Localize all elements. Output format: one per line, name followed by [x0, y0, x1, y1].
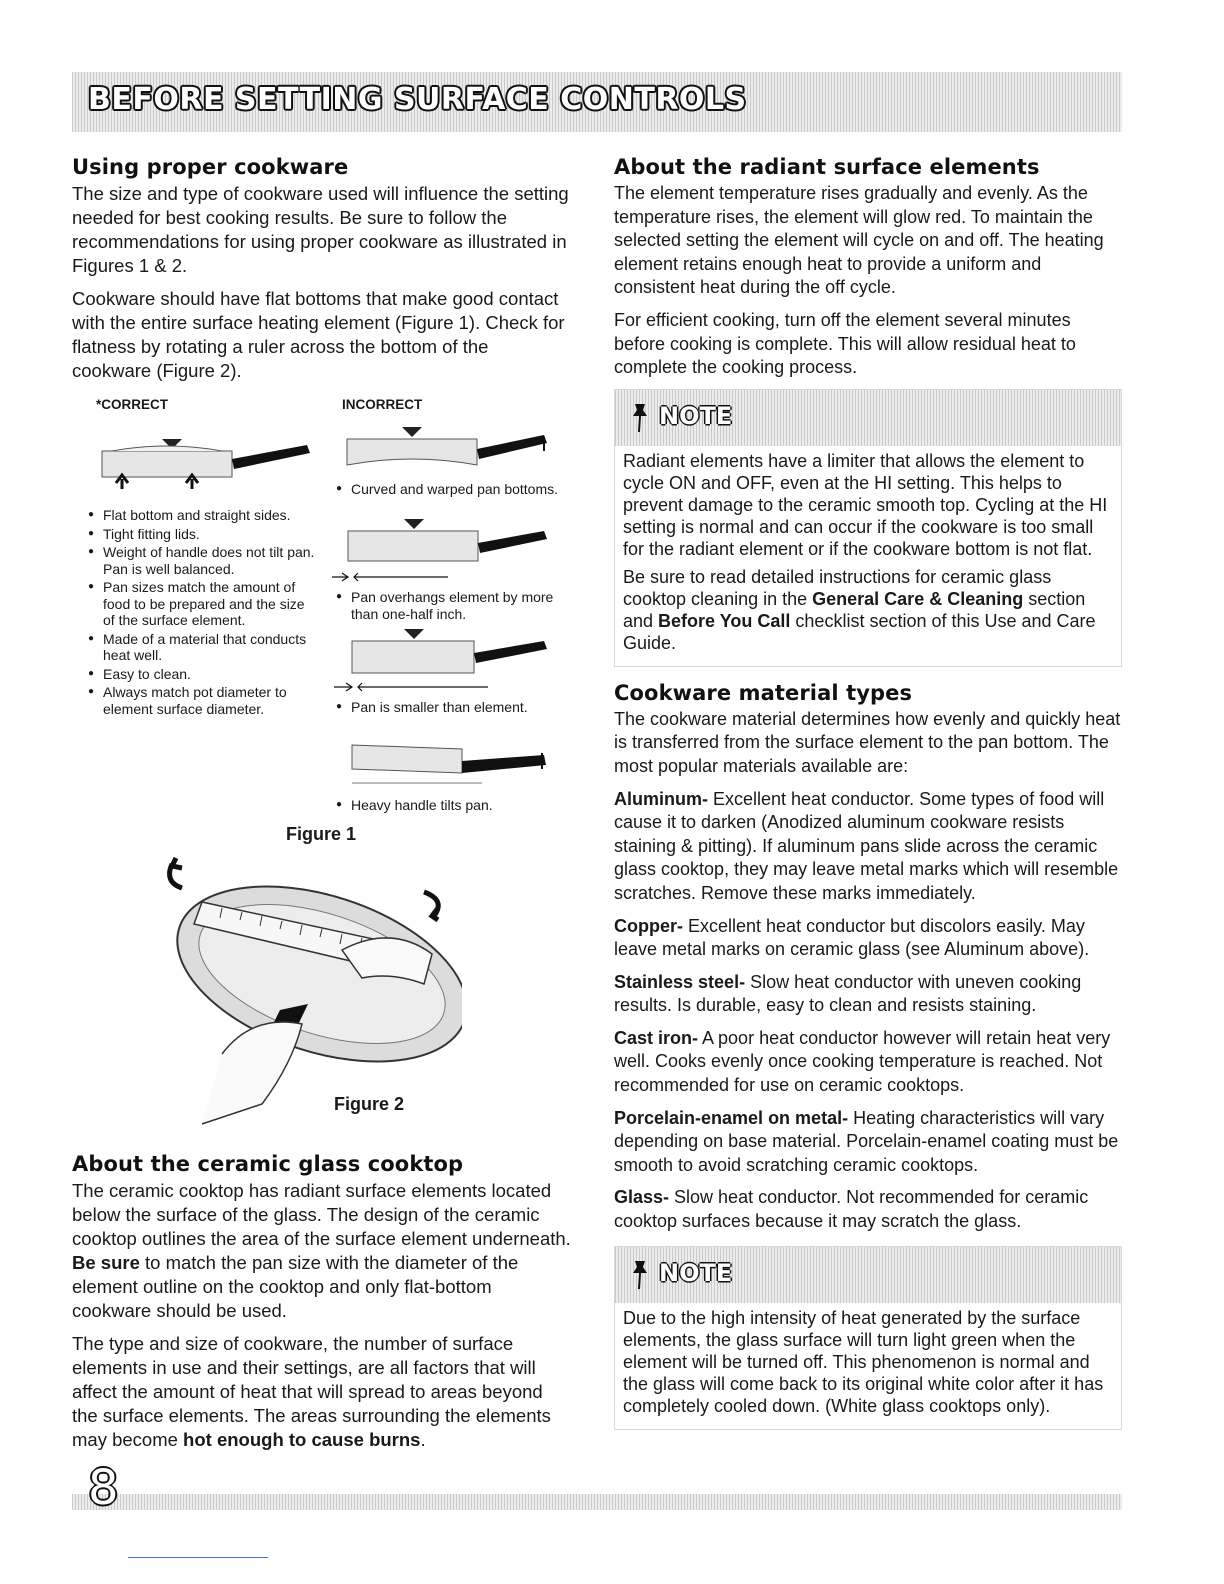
material-text: Excellent heat conductor but discolors easily. May leave metal marks on ceramic glass (see Aluminum above). — [614, 915, 1090, 960]
bold-text: hot enough to cause burns — [183, 1429, 421, 1450]
correct-label: *CORRECT — [96, 397, 169, 412]
figure-2-caption: Figure 2 — [334, 1094, 405, 1114]
list-item: ● Always match pot diameter to element surface diameter. — [86, 684, 316, 717]
note-header — [615, 1247, 1121, 1303]
figure-1 — [72, 397, 572, 852]
bold-text: General Care & Cleaning — [812, 588, 1024, 609]
list-item: ● Weight of handle does not tilt pan. Pan is well balanced. — [86, 544, 316, 577]
note-box-2 — [614, 1246, 1122, 1430]
note-paragraph-1: Due to the high intensity of heat generated by the surface elements, the glass surface will turn light green when the element will be turned off. This phenomenon is normal and the glass will come back to its original white color after it has completely cooled down. (White glass cooktops only). — [623, 1307, 1104, 1416]
materials-intro: The cookware material determines how evenly and quickly heat is transferred from the surface element to the pan bottom. The most popular materials available are: — [614, 708, 1121, 776]
incorrect-list-2 — [334, 589, 564, 624]
ceramic-paragraph-1 — [72, 1179, 572, 1323]
list-item: ● Curved and warped pan bottoms. — [334, 481, 564, 498]
pushpin-icon — [629, 402, 651, 434]
header-banner — [72, 72, 1122, 132]
text-run: . — [420, 1429, 426, 1450]
pushpin-icon — [629, 1259, 651, 1291]
material-text: Excellent heat conductor. Some types of food will cause it to darken (Anodized aluminum cookware resists staining & pitting). If aluminum pans slide across the ceramic glass cooktop, they may leave metal marks which will resemble scratches. Remove these marks immediately. — [614, 788, 1119, 903]
material-name: Porcelain-enamel on metal- — [614, 1107, 849, 1128]
overhang-pan-illustration — [328, 515, 552, 587]
text-run: The type and size of cookware, the number of surface elements in use and their settings, are all factors that will affect the amount of heat that will spread to areas beyond the surface elements. The areas surrounding the elements may become — [72, 1333, 551, 1450]
cookware-paragraph-2: Cookware should have flat bottoms that make good contact with the entire surface heating element (Figure 1). Check for flatness by rotating a ruler across the bottom of the cookware (Figure 2). — [72, 288, 565, 381]
note-paragraph-2 — [623, 566, 1113, 654]
materials-heading: Cookware material types — [614, 680, 913, 705]
text-run: Be sure to read detailed instructions for ceramic glass cooktop cleaning in the — [623, 566, 1052, 609]
footer-bar — [72, 1494, 1122, 1510]
cookware-paragraph-1: The size and type of cookware used will influence the setting needed for best cooking results. Be sure to follow the recommendations for using proper cookware as illustrated in Figures 1 & 2. — [72, 183, 569, 276]
list-item: ● Pan overhangs element by more than one-half inch. — [334, 589, 564, 622]
material-glass — [614, 1186, 1122, 1233]
correct-pan-illustration — [92, 417, 322, 497]
material-name: Aluminum- — [614, 788, 708, 809]
text-run: The ceramic cooktop has radiant surface elements located below the surface of the glass. The design of the ceramic cooktop outlines the area of the surface element underneath. — [72, 1180, 571, 1249]
note-label: NOTE — [659, 401, 733, 430]
material-text: Slow heat conductor. Not recommended for ceramic cooktop surfaces because it may scratch the glass. — [614, 1187, 1089, 1232]
material-copper — [614, 915, 1122, 962]
material-aluminum — [614, 788, 1122, 906]
radiant-heading: About the radiant surface elements — [614, 155, 1040, 179]
material-text: Slow heat conductor with uneven cooking results. Is durable, easy to clean and resists staining. — [614, 971, 1082, 1016]
material-stainless-steel — [614, 971, 1122, 1018]
material-text: Heating characteristics will vary depending on base material. Porcelain-enamel coating must be smooth to avoid scratching ceramic cooktops. — [614, 1107, 1119, 1175]
text-run: checklist section of this Use and Care Guide. — [623, 610, 1096, 653]
left-column — [72, 155, 572, 1461]
radiant-paragraph-2: For efficient cooking, turn off the element several minutes before cooking is complete. This will allow residual heat to complete the cooking process. — [614, 309, 1076, 378]
correct-list — [86, 507, 316, 719]
ceramic-heading: About the ceramic glass cooktop — [72, 1152, 464, 1176]
material-name: Glass- — [614, 1187, 670, 1208]
list-item: ● Pan sizes match the amount of food to be prepared and the size of the surface element. — [86, 579, 316, 629]
right-column — [614, 155, 1122, 1444]
incorrect-list-1 — [334, 481, 564, 500]
incorrect-list-4 — [334, 797, 564, 816]
material-cast-iron — [614, 1027, 1122, 1098]
note-box-1 — [614, 389, 1122, 667]
figure-1-caption: Figure 1 — [286, 824, 357, 844]
list-item: ● Tight fitting lids. — [86, 526, 316, 543]
figure-2 — [72, 850, 572, 1140]
radiant-paragraph-1: The element temperature rises gradually and evenly. As the temperature rises, the element will glow red. To maintain the selected setting the element will cycle on and off. The heating element retains enough heat to provide a uniform and consistent heat during the off cycle. — [614, 183, 1104, 298]
note-body — [615, 446, 1121, 666]
incorrect-list-3 — [334, 699, 564, 718]
page-title: BEFORE SETTING SURFACE CONTROLS — [88, 82, 747, 117]
divider — [128, 1557, 268, 1558]
warped-pan-illustration — [332, 415, 552, 479]
bold-text: Be sure — [72, 1252, 140, 1273]
page-number: 8 — [88, 1460, 119, 1516]
ceramic-paragraph-2 — [72, 1332, 572, 1452]
text-run: section and — [623, 588, 1086, 631]
list-item: ● Flat bottom and straight sides. — [86, 507, 316, 524]
material-text: A poor heat conductor however will retain heat very well. Cooks evenly once cooking temperature is reached. Not recommended for use on ceramic cooktops. — [614, 1027, 1111, 1096]
material-name: Stainless steel- — [614, 971, 746, 992]
text-run: to match the pan size with the diameter of the element outline on the cooktop and only flat-bottom cookware should be used. — [72, 1252, 519, 1321]
list-item: ● Pan is smaller than element. — [334, 699, 564, 716]
small-pan-illustration — [328, 623, 552, 697]
ruler-check-illustration — [162, 854, 462, 1134]
note-header — [615, 390, 1121, 446]
list-item: ● Easy to clean. — [86, 666, 316, 683]
note-paragraph-1: Radiant elements have a limiter that allows the element to cycle ON and OFF, even at the HI setting. This helps to prevent damage to the ceramic smooth top. Cycling at the HI setting is normal and can occur if the cookware is too small for the radiant element or if the cookware bottom is not flat. — [623, 450, 1108, 559]
list-item: ● Made of a material that conducts heat well. — [86, 631, 316, 664]
material-name: Copper- — [614, 915, 683, 936]
cookware-heading: Using proper cookware — [72, 155, 349, 179]
bold-text: Before You Call — [658, 610, 791, 631]
note-body — [615, 1303, 1121, 1429]
material-name: Cast iron- — [614, 1027, 699, 1048]
note-label: NOTE — [659, 1258, 733, 1287]
material-porcelain-enamel — [614, 1107, 1122, 1178]
incorrect-label: INCORRECT — [342, 397, 423, 412]
heavy-handle-pan-illustration — [332, 733, 552, 789]
list-item: ● Heavy handle tilts pan. — [334, 797, 564, 814]
